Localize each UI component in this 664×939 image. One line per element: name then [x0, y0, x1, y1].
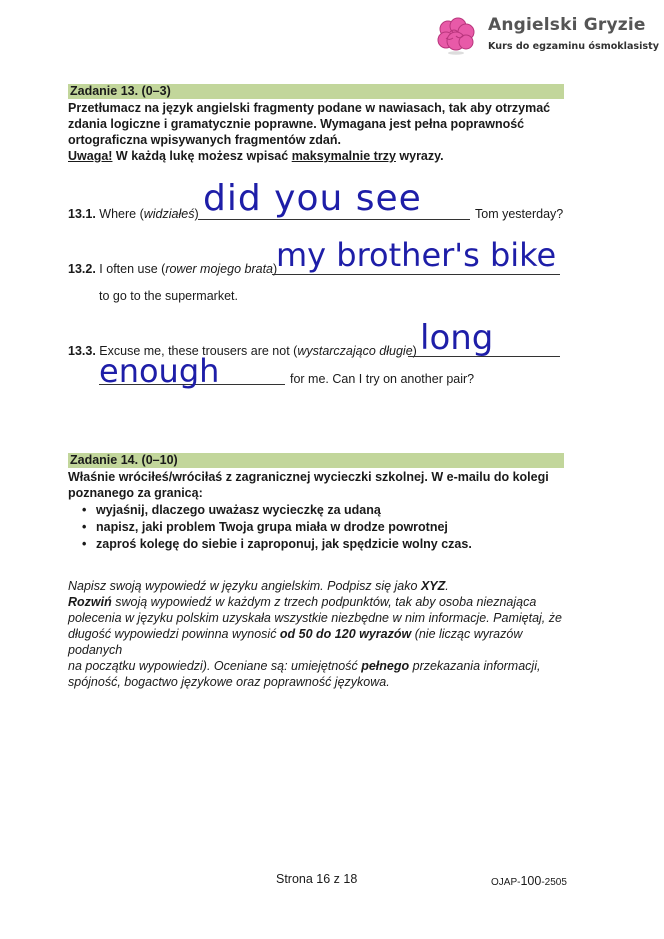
task13-title: Zadanie 13. (0–3) — [68, 84, 564, 99]
instruction-text: (nie licząc wyrazów podanych — [68, 627, 523, 657]
instruction-line — [68, 594, 578, 610]
item-paren: ) — [194, 207, 199, 221]
instruction-bold: Rozwiń — [68, 595, 112, 609]
answer-13-3-line2[interactable]: enough — [99, 352, 220, 390]
task13-note — [68, 148, 568, 164]
item-hint: rower mojego brata — [165, 262, 274, 276]
task13-instruction-line: Przetłumacz na język angielski fragmenty podane w nawiasach, tak aby otrzymać — [68, 101, 551, 115]
item-13-3-continuation: for me. Can I try on another pair? — [290, 372, 475, 386]
task13-instructions — [68, 100, 568, 164]
task13-instruction-line: ortograficzna wpisywanych fragmentów zdań. — [68, 133, 341, 147]
item-prefix: Excuse me, these trousers are not ( — [99, 344, 298, 358]
task14-intro — [68, 469, 568, 501]
item-13-1-after: Tom yesterday? — [475, 207, 564, 221]
brain-icon — [436, 16, 476, 56]
instruction-bold: pełnego — [361, 659, 410, 673]
answer-line-13-1[interactable] — [198, 219, 470, 220]
exam-code-prefix: OJAP- — [491, 877, 521, 888]
exam-code — [491, 874, 567, 888]
note-text: W każdą lukę możesz wpisać — [112, 149, 292, 163]
item-hint: wystarczająco długie — [297, 344, 413, 358]
exam-code-number: 100 — [520, 874, 542, 888]
page-number: Strona 16 z 18 — [276, 872, 358, 886]
instruction-text: Napisz swoją wypowiedź w języku angielskim. Podpisz się jako — [68, 579, 421, 593]
item-hint: widziałeś — [143, 207, 195, 221]
instruction-line — [68, 578, 578, 594]
task14-title: Zadanie 14. (0–10) — [68, 453, 564, 468]
item-number: 13.3. — [68, 344, 96, 358]
bullet-item: • napisz, jaki problem Twoja grupa miała w drodze powrotnej — [80, 519, 472, 536]
word-count: od 50 do 120 wyrazów — [279, 627, 412, 641]
instruction-text: . — [445, 579, 449, 593]
signature-label: XYZ — [420, 579, 446, 593]
task14-instructions — [68, 578, 578, 690]
item-prefix: Where ( — [99, 207, 144, 221]
note-text-end: wyrazy. — [395, 149, 444, 163]
instruction-text: przekazania informacji, — [409, 659, 541, 673]
bullet-item: • wyjaśnij, dlaczego uważasz wycieczkę za udaną — [80, 502, 472, 519]
brand-title: Angielski Gryzie — [488, 15, 646, 35]
note-underline: maksymalnie trzy — [291, 149, 396, 163]
task14-bullets — [80, 502, 472, 553]
item-13-2-continuation: to go to the supermarket. — [99, 289, 238, 303]
bullet-item: • zaproś kolegę do siebie i zaproponuj, jak spędzicie wolny czas. — [80, 536, 472, 553]
task14-intro-line: poznanego za granicą: — [68, 486, 203, 500]
item-13-2 — [68, 261, 277, 277]
item-paren: ) — [273, 262, 278, 276]
answer-13-3-line1[interactable]: long — [420, 318, 494, 358]
brand-subtitle: Kurs do egzaminu ósmoklasisty — [488, 41, 659, 52]
instruction-text: na początku wypowiedzi). Oceniane są: umiejętność — [68, 659, 362, 673]
item-number: 13.1. — [68, 207, 96, 221]
item-prefix: I often use ( — [99, 262, 166, 276]
item-13-1 — [68, 206, 199, 222]
instruction-line — [68, 658, 578, 674]
task14-intro-line: Właśnie wróciłeś/wróciłaś z zagranicznej wycieczki szkolnej. W e-mailu do kolegi — [68, 470, 549, 484]
item-paren: ) — [412, 344, 417, 358]
task13-instruction-line: zdania logiczne i gramatycznie poprawne. Wymagana jest pełna poprawność — [68, 117, 525, 131]
note-label: Uwaga! — [68, 149, 113, 163]
answer-line-13-2[interactable] — [272, 274, 560, 275]
answer-13-2[interactable]: my brother's bike — [276, 236, 557, 274]
exam-code-suffix: -2505 — [541, 877, 567, 888]
instruction-line: polecenia w języku polskim uzyskała wszystkie niezbędne w nim informacje. Pamiętaj, że — [68, 611, 562, 625]
answer-13-1[interactable]: did you see — [203, 178, 422, 219]
item-number: 13.2. — [68, 262, 96, 276]
instruction-line: spójność, bogactwo językowe oraz poprawność językowa. — [68, 675, 390, 689]
instruction-text: swoją wypowiedź w każdym z trzech podpunktów, tak aby osoba nieznająca — [111, 595, 537, 609]
instruction-text: długość wypowiedzi powinna wynosić — [68, 627, 280, 641]
instruction-line — [68, 626, 578, 658]
